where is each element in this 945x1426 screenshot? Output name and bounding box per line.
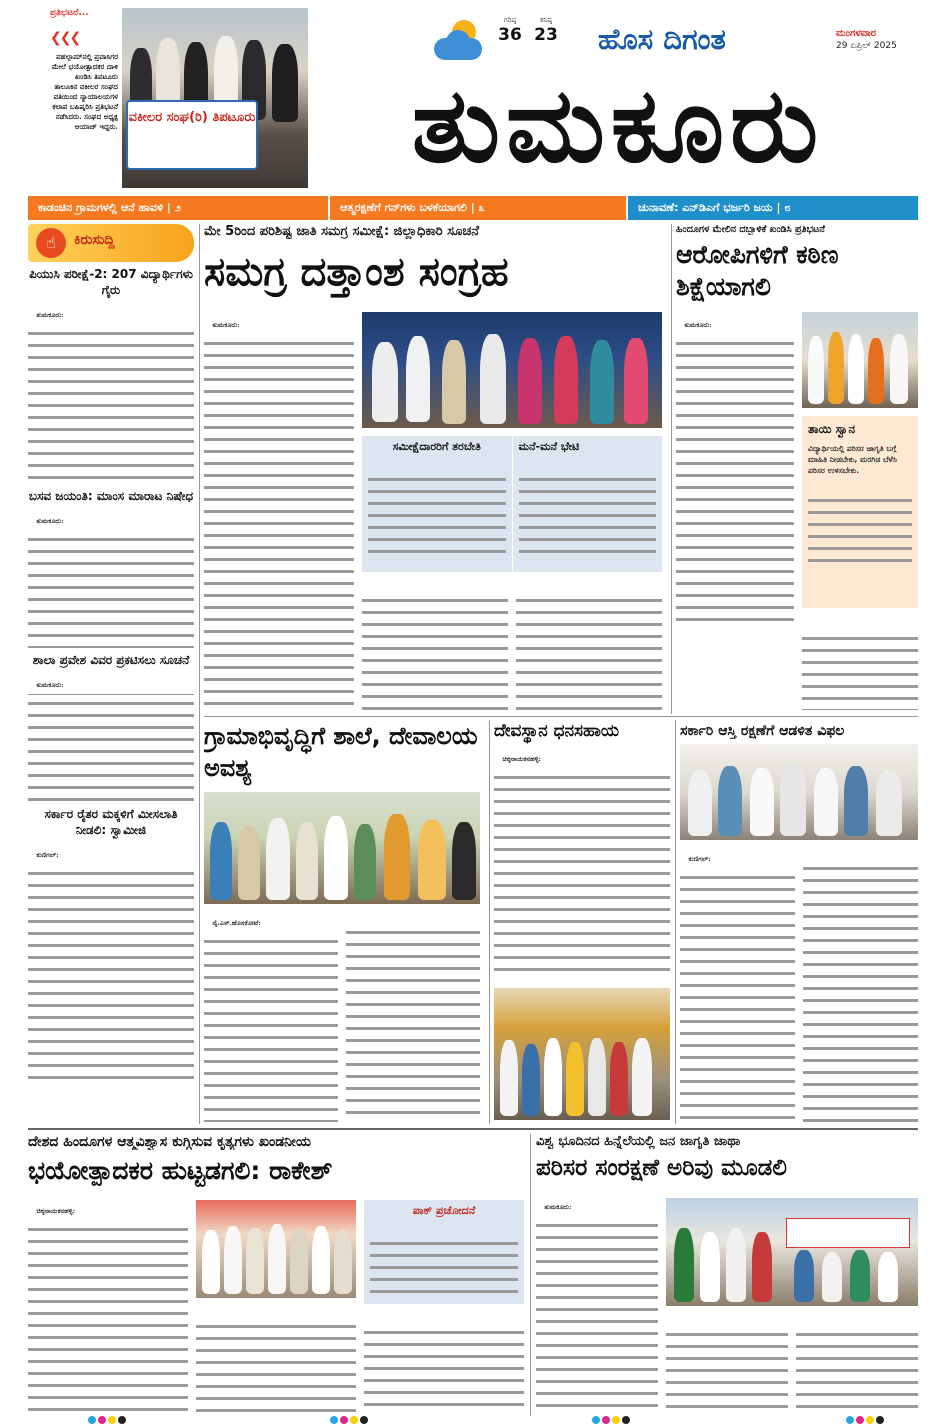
kiru-body-2: ತುಮಕೂರು: <box>28 508 194 648</box>
middle-story-2 <box>494 720 670 1124</box>
middle-story-3 <box>680 720 918 1124</box>
kiru-headline-1: ಪಿಯುಸಿ ಪರೀಕ್ಷೆ-2: 207 ವಿದ್ಯಾರ್ಥಿಗಳು ಗೈರು <box>29 267 193 297</box>
teaser-2[interactable]: ಆತ್ಮರಕ್ಷಣೆಗೆ ಗನ್‌ಗಳು ಬಳಕೆಯಾಗಲಿ | ೩ <box>328 196 626 220</box>
chevron-icon: ❮❮❮ <box>50 30 80 46</box>
mid3-body-col2 <box>803 846 918 1122</box>
kirusuddi-column <box>28 224 194 1124</box>
protest-text: ಪಹಲ್ಗಾಮ್‌ನಲ್ಲಿ ಪ್ರವಾಸಿಗರ ಮೇಲೆ ಭಯೋತ್ಪಾದಕರ ದಾಳಿ ಖಂಡಿಸಿ ತಿಪಟೂರು ತಾಲೂಕಿನ ವಕೀಲರ ಸಂಘದ ವತಿಯಿಂದ ನ್ಯಾಯಾಲಯಗಳ ಕಲಾಪ ಬಹಿಷ್ಕರಿಸಿ ಪ್ರತಿಭಟನೆ ನಡೆಸಿದರು. ಸಂಘದ ಅಧ್ಯಕ್ಷ ಆಯಾಜ್ ಇದ್ದರು. <box>51 52 118 131</box>
kiru-headline-3: ಶಾಲಾ ಪ್ರವೇಶ ವಿವರ ಪ್ರಕಟಿಸಲು ಸೂಚನೆ <box>32 653 190 667</box>
teaser-3[interactable]: ಚುನಾವಣೆ: ಎನ್‌ಡಿಎಗೆ ಭರ್ಜರಿ ಜಯ | ೮ <box>626 196 918 220</box>
right-sidebox <box>802 416 918 608</box>
mid1-photo <box>204 792 480 904</box>
lead-kicker: ಮೇ 5ರಿಂದ ಪರಿಶಿಷ್ಟ ಜಾತಿ ಸಮಗ್ರ ಸಮೀಕ್ಷೆ: ಜಿಲ್ಲಾಧಿಕಾರಿ ಸೂಚನೆ <box>204 224 480 239</box>
lead-body-col1: ತುಮಕೂರು: <box>204 312 354 712</box>
sidebox-text: ವಿದ್ಯಾರ್ಥಿಯಲ್ಲಿ ಪರಿಸರ ಜಾಗೃತಿ ಬಗ್ಗೆ ಮಾಹಿತಿ ನೀಡಬೇಕು, ಮರಗಿಡ ಬೆಳೆಸಿ ಪರಿಸರ ಉಳಿಸಬೇಕು. <box>808 444 897 475</box>
right-body-col1: ತುಮಕೂರು: <box>676 312 794 622</box>
right-kicker: ಹಿಂದೂಗಳ ಮೇಲಿನ ದಬ್ಬಾಳಿಕೆ ಖಂಡಿಸಿ ಪ್ರತಿಭಟನೆ <box>676 224 825 235</box>
middle-story-1 <box>204 720 484 1124</box>
protest-label: ಪ್ರತಿಭಟನೆ... <box>50 8 89 18</box>
teaser-bar <box>28 196 918 220</box>
kiru-headline-2: ಬಸವ ಜಯಂತಿ: ಮಾಂಸ ಮಾರಾಟ ನಿಷೇಧ <box>28 489 194 503</box>
registration-marks-left <box>88 1416 126 1424</box>
right-headline: ಆರೋಪಿಗಳಿಗೆ ಕಠಿಣ ಶಿಕ್ಷೆಯಾಗಲಿ <box>676 240 839 301</box>
bottom-right-story <box>536 1134 918 1416</box>
mid3-photo <box>680 744 918 840</box>
lead-headline: ಸಮಗ್ರ ದತ್ತಾಂಶ ಸಂಗ್ರಹ <box>204 249 509 295</box>
mid3-body-col1: ಕುಣಿಗಲ್: <box>680 846 795 1122</box>
weather-min-label: ಕನಿಷ್ಠ <box>540 16 552 24</box>
bottom-left-story <box>28 1134 524 1416</box>
kirusuddi-label: ಕಿರುಸುದ್ದಿ <box>74 232 115 248</box>
weather-max: 36 <box>498 25 522 45</box>
infobox-title-1: ಸಮೀಕ್ಷೆದಾರರಿಗೆ ತರಬೇತಿ <box>392 440 481 453</box>
kiru-headline-4: ಸರ್ಕಾರ ರೈತರ ಮಕ್ಕಳಿಗೆ ಮೀಸಲಾತಿ ನೀಡಲಿ: ಸ್ವಾಮೀಜಿ <box>44 807 178 837</box>
registration-marks-mid <box>330 1416 368 1424</box>
weather-max-label: ಗರಿಷ್ಠ <box>503 16 517 24</box>
mid2-headline: ದೇವಸ್ಥಾನ ಧನಸಹಾಯ <box>494 721 620 741</box>
mid3-headline: ಸರ್ಕಾರಿ ಆಸ್ತಿ ರಕ್ಷಣೆಗೆ ಆಡಳಿತ ವಿಫಲ <box>680 723 845 739</box>
bl-infobox <box>364 1200 524 1304</box>
lead-body-col2 <box>362 578 508 710</box>
issue-day: ಮಂಗಳವಾರ <box>836 28 877 39</box>
br-photo <box>666 1198 918 1306</box>
city-title: ತುಮಕೂರು <box>411 64 825 186</box>
weather-min: 23 <box>534 25 558 45</box>
protest-banner: ವಕೀಲರ ಸಂಘ(ರಿ) ತಿಪಟೂರು <box>126 100 258 170</box>
mid1-body-col1: ನೈ.ಎಸ್.ಹೊಸಕೋಟೆ: <box>204 910 338 1122</box>
thumbs-up-icon: ☝ <box>36 228 66 258</box>
mid1-body-col2 <box>346 910 480 1122</box>
brand-logo: ಹೊಸ ದಿಗಂತ <box>598 22 726 56</box>
bl-body-col2 <box>196 1304 356 1414</box>
br-kicker: ವಿಶ್ವ ಭೂದಿನದ ಹಿನ್ನೆಲೆಯಲ್ಲಿ ಜನ ಜಾಗೃತಿ ಜಾಥಾ <box>536 1134 741 1149</box>
protest-photo <box>122 8 308 188</box>
kiru-body-1: ತುಮಕೂರು: <box>28 302 194 482</box>
bl-photo <box>196 1200 356 1298</box>
mid2-body: ಚಿಕ್ಕನಾಯಕನಹಳ್ಳಿ: <box>494 746 670 978</box>
bl-body-col3 <box>364 1310 524 1414</box>
lead-body-col3 <box>516 578 662 710</box>
right-photo <box>802 312 918 408</box>
weather-widget <box>432 14 572 66</box>
masthead <box>0 0 945 190</box>
bl-headline: ಭಯೋತ್ಪಾದಕರ ಹುಟ್ಟಡಗಲಿ: ರಾಕೇಶ್ <box>28 1156 333 1185</box>
right-story <box>676 224 918 714</box>
sidebox-title: ತಾಯಿ ಸ್ವಾನ <box>808 422 856 436</box>
mid1-headline: ಗ್ರಾಮಾಭಿವೃದ್ಧಿಗೆ ಶಾಲೆ, ದೇವಾಲಯ ಅವಶ್ಯ <box>204 722 478 782</box>
bl-body-col1: ಚಿಕ್ಕನಾಯಕನಹಳ್ಳಿ: <box>28 1198 188 1414</box>
br-headline: ಪರಿಸರ ಸಂರಕ್ಷಣೆ ಅರಿವು ಮೂಡಲಿ <box>536 1155 787 1181</box>
kiru-body-3: ತುಮಕೂರು: <box>28 672 194 802</box>
lead-story <box>204 224 666 714</box>
protest-blurb <box>50 8 118 188</box>
br-body-col2 <box>666 1312 788 1414</box>
mid2-photo <box>494 988 670 1120</box>
br-body-col1: ತುಮಕೂರು: <box>536 1194 658 1414</box>
kiru-body-4: ಕುಣಿಗಲ್: <box>28 842 194 1082</box>
kirusuddi-header <box>28 224 194 262</box>
registration-marks-right <box>846 1416 884 1424</box>
br-body-col3 <box>796 1312 918 1414</box>
lead-infobox <box>362 436 662 572</box>
teaser-1[interactable]: ಕಾಡಂಚಿನ ಗ್ರಾಮಗಳಲ್ಲಿ ಆನೆ ಹಾವಳಿ | ೨ <box>28 196 328 220</box>
right-body-bottom <box>802 616 918 710</box>
lead-photo <box>362 312 662 428</box>
issue-date-text: 29 ಏಪ್ರಿಲ್ 2025 <box>836 41 897 51</box>
bl-kicker: ದೇಶದ ಹಿಂದೂಗಳ ಆತ್ಮವಿಶ್ವಾಸ ಕುಗ್ಗಿಸುವ ಕೃತ್ಯಗಳು ಖಂಡನೀಯ <box>28 1134 311 1150</box>
registration-marks-mid2 <box>592 1416 630 1424</box>
bl-box-title: ಪಾಕ್ ಪ್ರಚೋದನೆ <box>412 1204 476 1217</box>
infobox-title-2: ಮನೆ-ಮನೆ ಭೇಟಿ <box>518 440 580 453</box>
sun-cloud-icon <box>432 18 490 64</box>
issue-date <box>836 28 936 58</box>
